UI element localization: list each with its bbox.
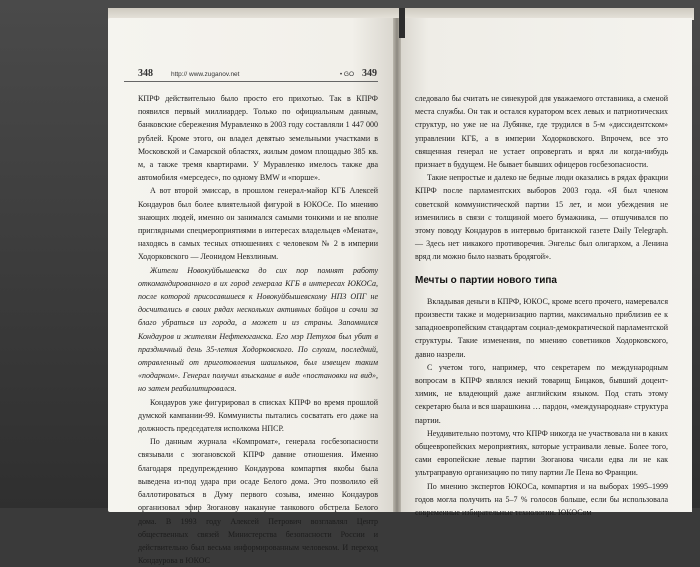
book-gutter <box>393 18 401 512</box>
right-paragraph-5: Неудивительно поэтому, что КПРФ никогда не участвовала ни в каких общеевропейских мероприятиях, которые устраивали левые. Более того, сами европейские левые партии Зюганова чисали едва ли не как ультраправую организацию по типу партии Ле Пена во Франции. <box>415 428 668 478</box>
left-header-url: http:// www.zuganov.net <box>170 71 240 78</box>
right-page-body <box>415 92 668 519</box>
right-running-header <box>124 68 377 82</box>
section-title: Мечты о партии нового типа <box>415 274 557 286</box>
right-paragraph-1: следовало бы считать не синекурой для уважаемого отставника, а сменой места службы. Он так и остался куратором всех левых и патриотических структур, но уже не на Лубянке, где трудился в 5-м «диссидентском» управлении КГБ, а в империи Ходорковского. Впрочем, все это священная генерал не устает опровергать и врял ли когда-нибудь признает в будущем. Не бывает бывших офицеров госбезопасности. <box>415 94 668 170</box>
left-paragraph-3: Жители Новокуйбышевска до сих пор помнят работу откомандированного в их город генерала КГБ в интересах ЮКОСа, после которой присосавшиеся к Новокуйбышевскому НПЗ ОПГ не досчитались в своих рядах нескольких активных бойцов и сочли за благо убраться из города, а может и из страны. Запомнился Кондауров и жителям Нефтеюганска. Его мэр Петухов был убит в праздничный день 35-летия Ходорковского. По слухам, последний, отравленный от приготовления шашлыков, был извещен таким «подарком». Генерал получил взыскание в виде «постановки на вид», но затем реабилитировался. <box>138 265 378 394</box>
left-paragraph-2: А вот второй эмиссар, в прошлом генерал-майор КГБ Алексей Кондауров был более влиятельной фигурой в ЮКОСе. По мнению знающих людей, именно он занимался самыми тонкими и не вполне приглядными спецмероприятиями в интересах владельцев «Мената», находясь в самых тесных отношениях с человеком № 2 в империи Ходорковского — Леонидом Невзлиным. <box>138 186 378 262</box>
right-page-number: 349 <box>362 68 377 79</box>
right-paragraph-6: По мнению экспертов ЮКОСа, компартия и на выборах 1995–1999 годов могла получить на 5–7 % голосов больше, если бы использовала современные избирательные технологии. ЮКОСом <box>415 481 668 518</box>
right-paragraph-3: Вкладывая деньги в КПРФ, ЮКОС, кроме всего прочего, намеревался произвести также и модернизацию партии, максимально приблизив ее к западноевропейским стандартам социал-демократической парламентской структуры. Такие изменения, по мнению советников Ходорковского, давно назрели. <box>415 296 668 359</box>
left-paragraph-5: По данным журнала «Компромат», генерала госбезопасности связывали с зюгановской КПРФ давние отношения. Именно благодаря предупреждению Кондаурова компартия якобы была выведена из-под удара при осаде Белого дома. Это позволило ей баллотироваться в Думу первого созыва, именно Кондауров организовал эфир Зюганову накануне танкового обстрела Белого дома. В 1993 году Алексей Петрович возглавлял Центр общественных связей Министерства безопасности России и действительно был весьма информированным человеком. И переход Кондаурова в ЮКОС <box>138 437 378 566</box>
left-page-number: 348 <box>138 68 153 79</box>
left-paragraph-4: Кондауров уже фигурировал в списках КПРФ во время прошлой думской кампании-99. Коммунисты пытались сосватать его даже на должность председателя исполкома НПСР. <box>138 397 378 434</box>
left-page-body <box>138 92 378 567</box>
left-paragraph-1: КПРФ действительно было просто его прихотью. Так в КПРФ появился первый миллиардер. Только по официальным данным, банковские сбережения Муравленко в 2003 году составляли 1 447 000 рублей. Кроме этого, он владел девятью земельными участками в Московской и Самарской областях, жилым домом площадью 385 кв. м, а также тремя квартирами. У Муравленко имелось также два автомобиля «мерседес», по одному BMW и «порше». <box>138 94 378 183</box>
open-book <box>108 8 694 566</box>
right-header-mark: • GO <box>339 71 355 78</box>
right-paragraph-2: Такие непростые и далеко не бедные люди оказались в рядах фракции КПРФ после парламентских выборов 2003 года. «Я был членом советской коммунистической партии 15 лет, и мои убеждения не изменились в связи с толщиной моего бумажника, — отшучивался по этому поводу Кондауров в интервью британской газете Daily Telegraph. — Здесь нет никакого противоречия. Энгельс был олигархом, а Ленина вряд ли можно было назвать бродягой». <box>415 173 668 262</box>
bookmark-ribbon <box>399 8 405 38</box>
right-paragraph-4: С учетом того, например, что секретарем по международным вопросам в КПРФ являлся некий товарищ Бицаков, бывший доцент-химик, не владеющий даже английским языком. Под стать этому секретарю была и вся шарашкина … пардон, «международная» структура партии. <box>415 362 668 425</box>
